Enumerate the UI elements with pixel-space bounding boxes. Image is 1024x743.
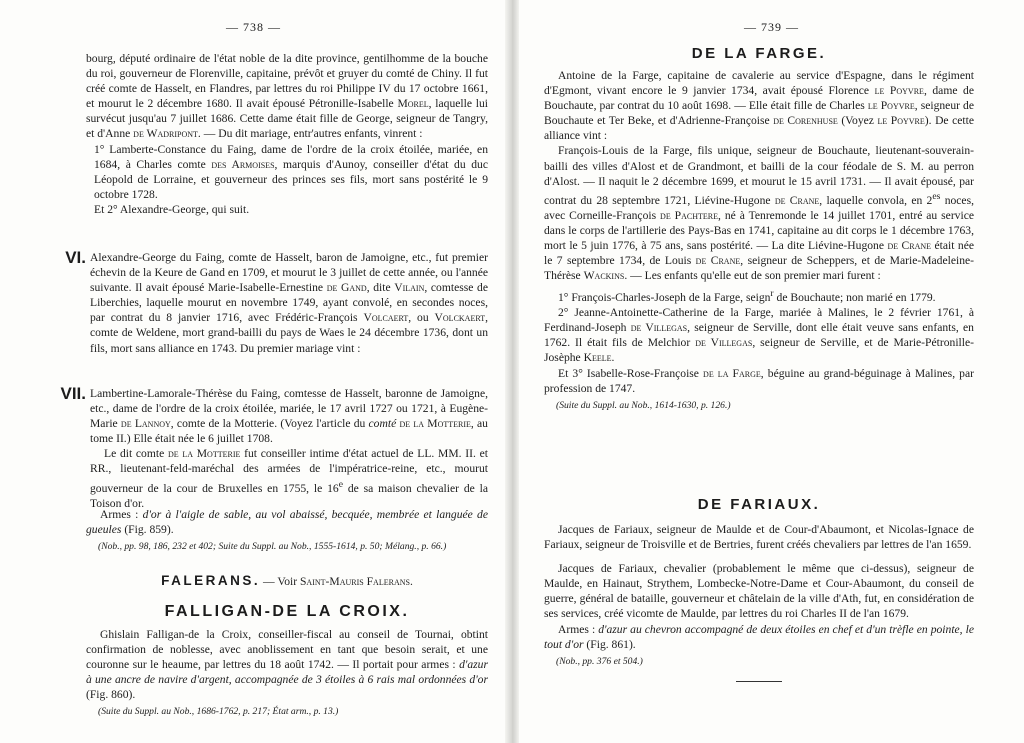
entry-paragraph: François-Louis de la Farge, fils unique, seigneur de Bouchaute, lieutenant-souverain-bailli des villes d'Alost et de Grandmont, et bailli de la cour féodale de S. M. au perron d'Alost. — Il naquit le 2 décembre 1699, et mourut le 15 avril 1731. — Il avait épousé, par contrat du 28 septembre 1721, Liévine-Hugone de Crane, laquelle convola, en $2^{es}$ noces, avec Corneille-François de Pachtere, né à Tenremonde le 14 juillet 1701, entré au service dans le corps de l'artillerie des Pays-Bas en 1741, capitaine au dit corps le 1 décembre 1763, mort le 5 juin 1776, à 75 ans, sans postérité. — La dite Liévine-Hugone de Crane était née le 7 septembre 1734, de Louis de Crane, seigneur de Scheppers, et de Marie-Madeleine-Thérèse Wackins. — Les enfants qu'elle eut de son premier mari furent :	[544, 144, 975, 283]
entry-paragraph: Jacques de Fariaux, chevalier (probablement le même que ci-dessus), seigneur de Maulde, en Hainaut, Strythem, Lombecke-Notre-Dame et Cour-Abaumont, du conseil de guerre, général de bataille, gouverneur et châtelain de la ville d'Ath, fut, en considération de ses services, créé vicomte de Maulde, par lettres du roi Charles II de l'an 1679.	[544, 562, 974, 621]
child-paragraph: Et 3° Isabelle-Rose-Françoise de la Farge, béguine au grand-béguinage à Malines, par profession de 1747.	[544, 366, 974, 395]
reference-line: (Nob., pp. 98, 186, 232 et 402; Suite du Suppl. au Nob., 1555-1614, p. 50; Mélang., p. 66.)	[98, 541, 447, 553]
generation-vi	[60, 250, 488, 356]
generation-numeral: VI.	[65, 248, 86, 267]
entry-title: FALERANS.	[161, 573, 261, 588]
arms-paragraph: Armes : d'azur au chevron accompagné de deux étoiles en chef et d'un trèfle en pointe, le tout d'or (Fig. 861).	[544, 622, 974, 651]
fariaux-entry	[544, 522, 974, 682]
left-column	[86, 51, 488, 217]
child-paragraph: 1° Lamberte-Constance du Faing, dame de l'ordre de la croix étoilée, mariée, en 1684, à Charles comte des Armoises, marquis d'Aunoy, conseiller d'état du duc Léopold de Lorraine, et gouverneur des princes ses fils, mort sans postérité le 9 octobre 1728.	[94, 142, 488, 201]
entry-title: FALLIGAN-DE LA CROIX.	[164, 603, 410, 620]
entry-title: DE LA FARGE.	[691, 45, 827, 62]
falligan-entry	[86, 627, 488, 720]
farge-entry	[544, 68, 974, 413]
page-number: — 739 —	[744, 20, 799, 34]
child-paragraph: 1° François-Charles-Joseph de la Farge, seign$^r$ de Bouchaute; non marié en 1779.	[558, 288, 936, 305]
entry-paragraph: Antoine de la Farge, capitaine de cavalerie au service d'Espagne, dans le régiment d'Egmont, vivant encore le 9 janvier 1734, avait épousé Florence le Poyvre, dame de Bouchaute, par contrat du 10 août 1698. — Elle était fille de Charles le Poyvre, seigneur de Bouchaute et Ter Beke, et d'Adrienne-Françoise de Corenhuse (Voyez le Poyvre). De cette alliance vint :	[544, 69, 974, 143]
generation-vii	[60, 386, 488, 511]
entry-paragraph: Ghislain Falligan-de la Croix, conseiller-fiscal au conseil de Tournai, obtint confirmation de noblesse, avec anoblissement en tant que besoin serait, et une couronne sur le heaume, par lettres du 18 août 1742. — Il portait pour armes : d'azur à une ancre de navire d'argent, accompagnée de 3 étoiles à 6 rais mal ordonnées d'or (Fig. 860).	[86, 628, 488, 702]
section-rule	[736, 681, 782, 682]
page-number: — 738 —	[226, 20, 281, 34]
cross-reference: Saint-Mauris Falerans	[299, 575, 410, 588]
entry-title: DE FARIAUX.	[697, 496, 821, 513]
arms-paragraph: Armes : d'or à l'aigle de sable, au vol abaissé, becquée, membrée et languée de gueules (Fig. 859).	[86, 508, 489, 537]
left-page	[0, 0, 508, 743]
child-paragraph: Et 2° Alexandre-George, qui suit.	[94, 202, 250, 216]
reference-line: (Suite du Suppl. au Nob., 1686-1762, p. 217; État arm., p. 13.)	[98, 706, 339, 718]
child-paragraph: 2° Jeanne-Antoinette-Catherine de la Farge, mariée à Malines, le 2 février 1761, à Ferdinand-Joseph de Villegas, seigneur de Serville, dont elle était veuve sans enfants, en 1762. Il était fils de Melchior de Villegas, seigneur de Serville, et de Marie-Pétronille-Josèphe Keele.	[544, 306, 974, 365]
generation-paragraph: Le dit comte de la Motterie fut conseiller intime d'état actuel de LL. MM. II. et RR., lieutenant-feld-maréchal des armées de l'impératrice-reine, etc., mourut gouverneur de la cour de Bruxelles en 1755, le 16e de sa maison chevalier de la Toison d'or.	[90, 447, 488, 510]
intro-paragraph: bourg, député ordinaire de l'état noble de la dite province, gentilhomme de la bouche du roi, gouverneur de Florenville, capitaine, prévôt et gruyer du comté de Chiny. Il fut créé comte de Hasselt, en Flandres, par lettres du roi Philippe IV du 17 octobre 1661, et mourut le 2 décembre 1680. Il avait épousé Pétronille-Isabelle Morel, laquelle lui survécut jusqu'au 7 juillet 1686. Cette dame était fille de George, seigneur de Tangry, et d'Anne de Wadripont. — Du dit mariage, entr'autres enfants, vinrent :	[86, 52, 488, 141]
arms-block	[86, 507, 488, 554]
generation-paragraph: Alexandre-George du Faing, comte de Hasselt, baron de Jamoigne, etc., fut premier échevin de la Keure de Gand en 1709, et mourut le 3 juillet de cette année, ou l'année suivante. Il avait épousé Marie-Isabelle-Ernestine de Gand, dite Vilain, comtesse de Liberchies, laquelle mourut en novembre 1749, ayant convolé, en secondes noces, par contrat du 8 janvier 1716, avec Frédéric-François Volcaert, ou Volckaert, comte de Weldene, mort grand-bailli du pays de Waes le 24 décembre 1736, dont un fils, mort sans alliance en 1743. Du premier mariage vint :	[90, 251, 488, 355]
generation-numeral: VII.	[60, 384, 86, 403]
reference-line: (Nob., pp. 376 et 504.)	[556, 655, 643, 667]
entry-paragraph: Jacques de Fariaux, seigneur de Maulde et de Cour-d'Abaumont, et Nicolas-Ignace de Fariaux, seigneur de Troisville et de Bertries, furent créés chevaliers par lettres de l'an 1659.	[544, 523, 974, 552]
right-page	[516, 0, 1024, 743]
falerans-entry: FALERANS. — Voir Saint-Mauris Falerans.	[161, 573, 413, 588]
generation-paragraph: Lambertine-Lamorale-Thérèse du Faing, comtesse de Hasselt, baronne de Jamoigne, etc., dame de l'ordre de la croix étoilée, mariée, le 17 avril 1727 ou 1721, à Eugène-Marie de Lannoy, comte de la Motterie. (Voyez l'article du comté de la Motterie, au tome II.) Elle était née le 6 juillet 1708.	[90, 387, 488, 446]
reference-line: (Suite du Suppl. au Nob., 1614-1630, p. 126.)	[556, 399, 731, 411]
